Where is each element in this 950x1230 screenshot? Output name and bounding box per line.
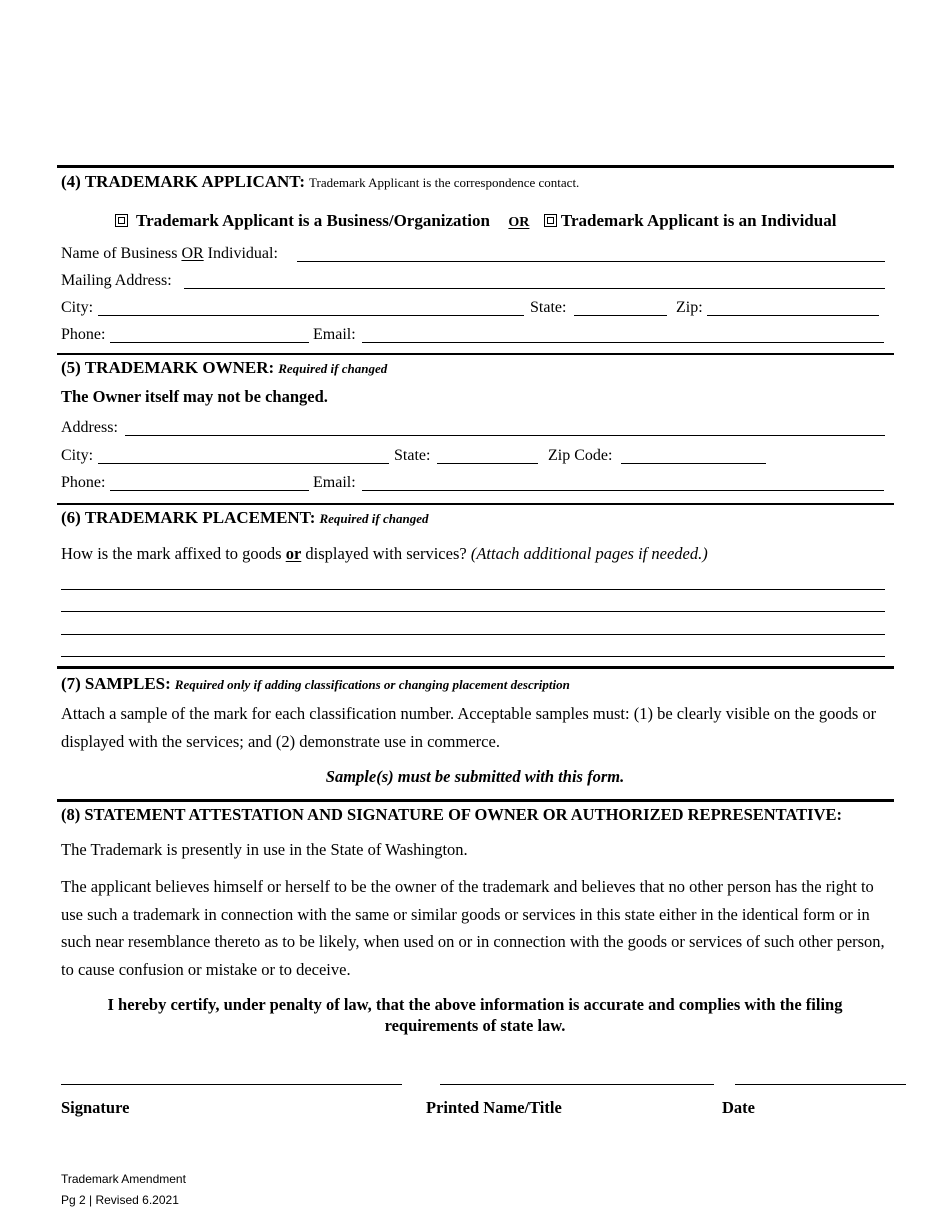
owner-state-label: State: xyxy=(394,447,431,464)
section-4-note: Trademark Applicant is the correspondence contact. xyxy=(309,175,580,190)
placement-question xyxy=(61,544,708,564)
section-7-title: SAMPLES: xyxy=(84,674,171,693)
footer-page-info: Pg 2 | Revised 6.2021 xyxy=(61,1193,179,1207)
section-5-title: TRADEMARK OWNER: xyxy=(84,358,275,377)
applicant-email-label: Email: xyxy=(313,326,356,343)
applicant-zip-label: Zip: xyxy=(676,299,703,316)
owner-address-label: Address: xyxy=(61,419,118,436)
signature-line[interactable] xyxy=(61,1083,402,1085)
printed-name-line[interactable] xyxy=(440,1083,714,1085)
section-6-title: TRADEMARK PLACEMENT: xyxy=(84,508,316,527)
section-4-top-rule xyxy=(57,165,894,168)
or-label: OR xyxy=(508,215,530,230)
applicant-email-input-line[interactable] xyxy=(362,341,884,343)
placement-answer-line[interactable] xyxy=(61,655,885,657)
section-5-top-rule xyxy=(57,353,894,355)
placement-question-part: How is the mark affixed to goods xyxy=(61,544,286,563)
name-input-line[interactable] xyxy=(297,260,885,262)
applicant-phone-label: Phone: xyxy=(61,326,106,343)
applicant-zip-input-line[interactable] xyxy=(707,314,879,316)
owner-email-input-line[interactable] xyxy=(362,489,884,491)
owner-statement: The Owner itself may not be changed. xyxy=(61,387,328,406)
in-use-statement: The Trademark is presently in use in the State of Washington. xyxy=(61,840,468,859)
date-line[interactable] xyxy=(735,1083,906,1085)
placement-question-part: displayed with services? xyxy=(301,544,471,563)
name-label-part: Individual: xyxy=(203,245,278,262)
mailing-address-label: Mailing Address: xyxy=(61,272,172,289)
footer-form-name: Trademark Amendment xyxy=(61,1172,186,1186)
owner-state-input-line[interactable] xyxy=(437,462,538,464)
individual-option-label: Trademark Applicant is an Individual xyxy=(560,211,837,230)
date-label: Date xyxy=(722,1098,755,1117)
name-label-or: OR xyxy=(181,245,204,262)
owner-email-label: Email: xyxy=(313,474,356,491)
applicant-phone-input-line[interactable] xyxy=(110,341,309,343)
samples-instructions: Attach a sample of the mark for each classification number. Acceptable samples must: (1) be clearly visible on the goods or displayed with the services; and (2) demonstrate use in commerce. xyxy=(61,704,877,751)
placement-answer-line[interactable] xyxy=(61,588,885,590)
section-6-top-rule xyxy=(57,503,894,505)
individual-checkbox[interactable] xyxy=(544,214,557,227)
placement-question-note: (Attach additional pages if needed.) xyxy=(470,544,708,563)
owner-phone-label: Phone: xyxy=(61,474,106,491)
section-5-number: (5) xyxy=(61,358,81,377)
placement-answer-line[interactable] xyxy=(61,610,885,612)
owner-city-label: City: xyxy=(61,447,94,464)
placement-question-or: or xyxy=(285,544,302,563)
section-5-heading xyxy=(61,358,387,379)
applicant-city-label: City: xyxy=(61,299,94,316)
samples-required-notice: Sample(s) must be submitted with this form. xyxy=(325,767,625,786)
owner-zip-input-line[interactable] xyxy=(621,462,766,464)
business-option-label: Trademark Applicant is a Business/Organization xyxy=(136,211,490,230)
section-6-number: (6) xyxy=(61,508,81,527)
section-6-note: Required if changed xyxy=(319,511,429,526)
section-4-title: TRADEMARK APPLICANT: xyxy=(84,172,306,191)
section-6-heading xyxy=(61,508,429,529)
business-checkbox[interactable] xyxy=(115,214,128,227)
mailing-address-input-line[interactable] xyxy=(184,287,885,289)
section-4-number: (4) xyxy=(61,172,81,191)
owner-zip-label: Zip Code: xyxy=(548,447,613,464)
name-field-label xyxy=(61,244,278,264)
signature-label: Signature xyxy=(61,1098,130,1117)
placement-answer-line[interactable] xyxy=(61,633,885,635)
section-5-note: Required if changed xyxy=(278,361,388,376)
owner-city-input-line[interactable] xyxy=(98,462,389,464)
owner-phone-input-line[interactable] xyxy=(110,489,309,491)
section-8-heading: (8) STATEMENT ATTESTATION AND SIGNATURE OF OWNER OR AUTHORIZED REPRESENTATIVE: xyxy=(61,805,842,824)
ownership-belief-statement: The applicant believes himself or herself to be the owner of the trademark and believes that no other person has the right to use such a trademark in connection with the same or similar goods or services in this state either in the identical form or in such near resemblance thereto as to be likely, when used on or in connection with the goods or services of such other person, to cause confusion or mistake or to deceive. xyxy=(61,877,885,979)
applicant-type-options xyxy=(115,211,836,233)
certification-statement: I hereby certify, under penalty of law, that the above information is accurate and complies with the filing requirements of state law. xyxy=(107,995,843,1035)
section-8-top-rule xyxy=(57,799,894,802)
applicant-state-label: State: xyxy=(530,299,567,316)
section-4-heading xyxy=(61,172,579,193)
section-7-note: Required only if adding classifications or changing placement description xyxy=(174,677,570,692)
printed-name-label: Printed Name/Title xyxy=(426,1098,562,1117)
footer xyxy=(61,1169,186,1211)
section-7-number: (7) xyxy=(61,674,81,693)
section-7-top-rule xyxy=(57,666,894,669)
applicant-state-input-line[interactable] xyxy=(574,314,667,316)
owner-address-input-line[interactable] xyxy=(125,434,885,436)
section-7-heading xyxy=(61,674,570,695)
name-label-part: Name of Business xyxy=(61,245,182,262)
applicant-city-input-line[interactable] xyxy=(98,314,524,316)
